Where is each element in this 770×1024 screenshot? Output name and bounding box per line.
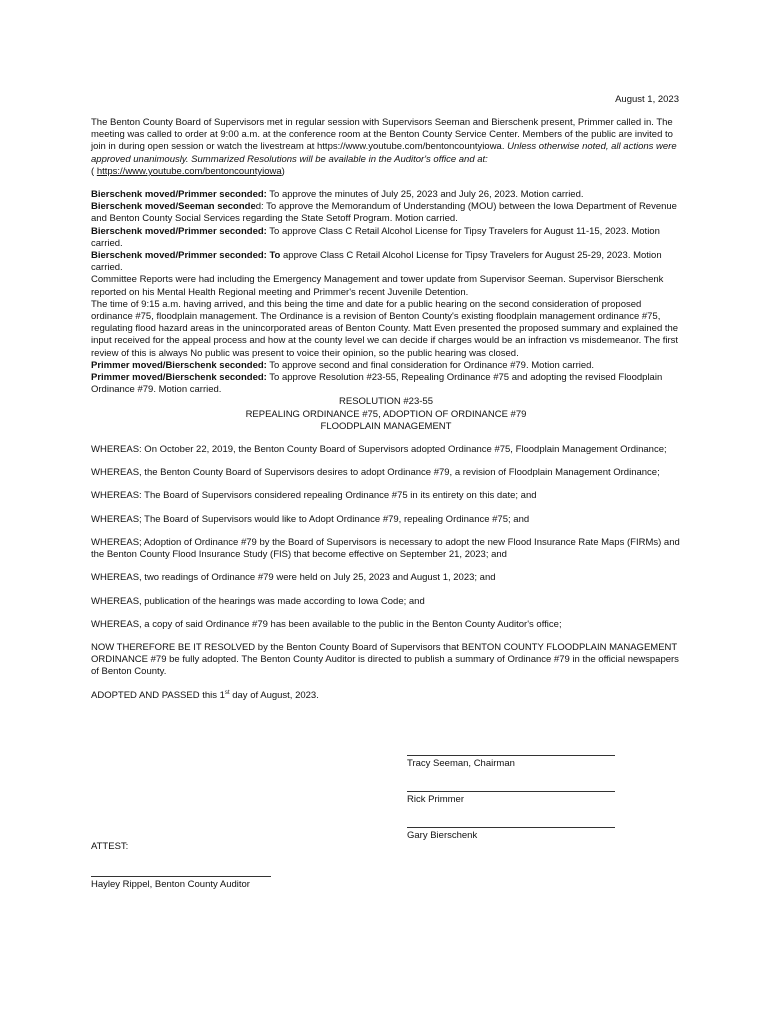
intro-italic-note: Unless otherwise noted, all actions were approved unanimously. Summarized Resolutions will be available in the Auditor's office and at: xyxy=(91,141,677,165)
auditor-signature-block xyxy=(91,876,271,891)
signatory-name: Gary Bierschenk xyxy=(407,830,478,841)
whereas-clause: WHEREAS; Adoption of Ordinance #79 by the Board of Supervisors is necessary to adopt the new Flood Insurance Rate Maps (FIRMs) and the Benton County Flood Insurance Study (FIS) that become effective on September 21, 2023; and xyxy=(91,536,680,561)
auditor-name: Hayley Rippel, Benton County Auditor xyxy=(91,879,250,890)
resolved-clause: NOW THEREFORE BE IT RESOLVED by the Benton County Board of Supervisors that BENTON COUNTY FLOODPLAIN MANAGEMENT ORDINANCE #79 be fully adopted. The Benton County Auditor is directed to publish a summary of Ordinance #79 in the official newspapers of Benton County. xyxy=(91,641,679,678)
intro-paragraph xyxy=(91,117,681,178)
motion-movers: Primmer moved/Bierschenk seconded: xyxy=(91,372,267,384)
motion-text: To approve Resolution #23-55, Repealing Ordinance #75 and adopting the revised Floodplain Ordinance #79. Motion carried. xyxy=(91,372,663,396)
motion-movers: Bierschenk moved/Primmer seconded: xyxy=(91,189,267,201)
whereas-clause: WHEREAS, two readings of Ordinance #79 were held on July 25, 2023 and August 1, 2023; and xyxy=(91,572,496,584)
motion-item xyxy=(91,201,681,225)
whereas-clause: WHEREAS, the Benton County Board of Supervisors desires to adopt Ordinance #79, a revision of Floodplain Management Ordinance; xyxy=(91,467,660,479)
whereas-clause: WHEREAS; The Board of Supervisors would like to Adopt Ordinance #79, repealing Ordinance #75; and xyxy=(91,513,530,525)
signature-block xyxy=(407,827,615,842)
signature-line xyxy=(91,876,271,877)
motion-item xyxy=(91,189,681,201)
motion-text: To approve second and final consideration for Ordinance #79. Motion carried. xyxy=(266,359,595,371)
motion-text: To approve Class C Retail Alcohol License for Tipsy Travelers for August 11-15, 2023. Motion carried. xyxy=(91,225,660,249)
signature-block xyxy=(407,791,615,806)
public-hearing: The time of 9:15 a.m. having arrived, and this being the time and date for a public hearing on the second consideration of proposed ordinance #75, floodplain management. The Ordinance is a revision of Benton County's existing floodplain management ordinance #75, regulating flood hazard areas in the unincorporated areas of Benton County. Matt Even presented the proposed summary and explained the input received for the appeal process and how at the county level we can decide if charges would be an infraction vs misdemeanor. The first review of this is always No public was present to voice their opinion, so the public hearing was closed. xyxy=(91,298,679,359)
signature-line xyxy=(407,827,615,828)
adopted-line xyxy=(91,690,681,702)
adopted-ordinal: st xyxy=(224,689,230,696)
signatory-name: Tracy Seeman, Chairman xyxy=(407,758,515,769)
motion-item xyxy=(91,372,681,396)
link-prefix: ( xyxy=(91,165,97,177)
whereas-clause: WHEREAS: On October 22, 2019, the Benton County Board of Supervisors adopted Ordinance #75, Floodplain Management Ordinance; xyxy=(91,444,667,456)
committee-reports: Committee Reports were had including the Emergency Management and tower update from Supervisor Seeman. Supervisor Bierschenk reported on his Mental Health Regional meeting and Primmer's recent Juvenile Detention. xyxy=(91,274,664,298)
resolution-number: RESOLUTION #23-55 xyxy=(339,396,433,408)
intro-text: The Benton County Board of Supervisors met in regular session with Supervisors Seeman and Bierschenk present, Primmer called in. The meeting was called to order at 9:00 a.m. at the conference room at the Benton County Service Center. Members of the public are invited to join in during open session or watch the livestream at https://www.youtube.com/bentoncountyiowa. xyxy=(91,117,673,153)
resolution-title: REPEALING ORDINANCE #75, ADOPTION OF ORDINANCE #79 xyxy=(245,408,527,420)
adopted-prefix: ADOPTED AND PASSED this 1 xyxy=(91,689,225,701)
motion-movers: Bierschenk moved/Primmer seconded: To xyxy=(91,250,281,262)
signature-block xyxy=(407,755,615,770)
motion-movers: Primmer moved/Bierschenk seconded: xyxy=(91,359,267,371)
resolution-subtitle: FLOODPLAIN MANAGEMENT xyxy=(320,420,452,432)
motion-text: To approve the minutes of July 25, 2023 and July 26, 2023. Motion carried. xyxy=(266,189,584,201)
signature-line xyxy=(407,791,615,792)
minutes-body xyxy=(91,117,681,702)
motion-text: d: To approve the Memorandum of Understanding (MOU) between the Iowa Department of Revenue and Benton County Social Services regarding the State Setoff Program. Motion carried. xyxy=(91,201,677,225)
whereas-clause: WHEREAS, publication of the hearings was made according to Iowa Code; and xyxy=(91,595,425,607)
motion-movers: Bierschenk moved/Primmer seconded: xyxy=(91,225,267,237)
signature-line xyxy=(407,755,615,756)
motion-item xyxy=(91,250,681,274)
signatory-name: Rick Primmer xyxy=(407,794,464,805)
whereas-clause: WHEREAS: The Board of Supervisors considered repealing Ordinance #75 in its entirety on this date; and xyxy=(91,490,537,502)
whereas-clause: WHEREAS, a copy of said Ordinance #79 has been available to the public in the Benton County Auditor's office; xyxy=(91,618,562,630)
adopted-suffix: day of August, 2023. xyxy=(229,689,319,701)
youtube-link[interactable]: https://www.youtube.com/bentoncountyiowa xyxy=(96,165,282,177)
motion-text: approve Class C Retail Alcohol License for Tipsy Travelers for August 25-29, 2023. Motion carried. xyxy=(91,250,662,274)
motion-movers: Bierschenk moved/Seeman seconde xyxy=(91,201,256,213)
attest-label: ATTEST: xyxy=(91,841,129,852)
link-suffix: ) xyxy=(281,165,285,177)
motion-item xyxy=(91,226,681,250)
motion-item xyxy=(91,360,681,372)
document-date: August 1, 2023 xyxy=(615,94,679,105)
